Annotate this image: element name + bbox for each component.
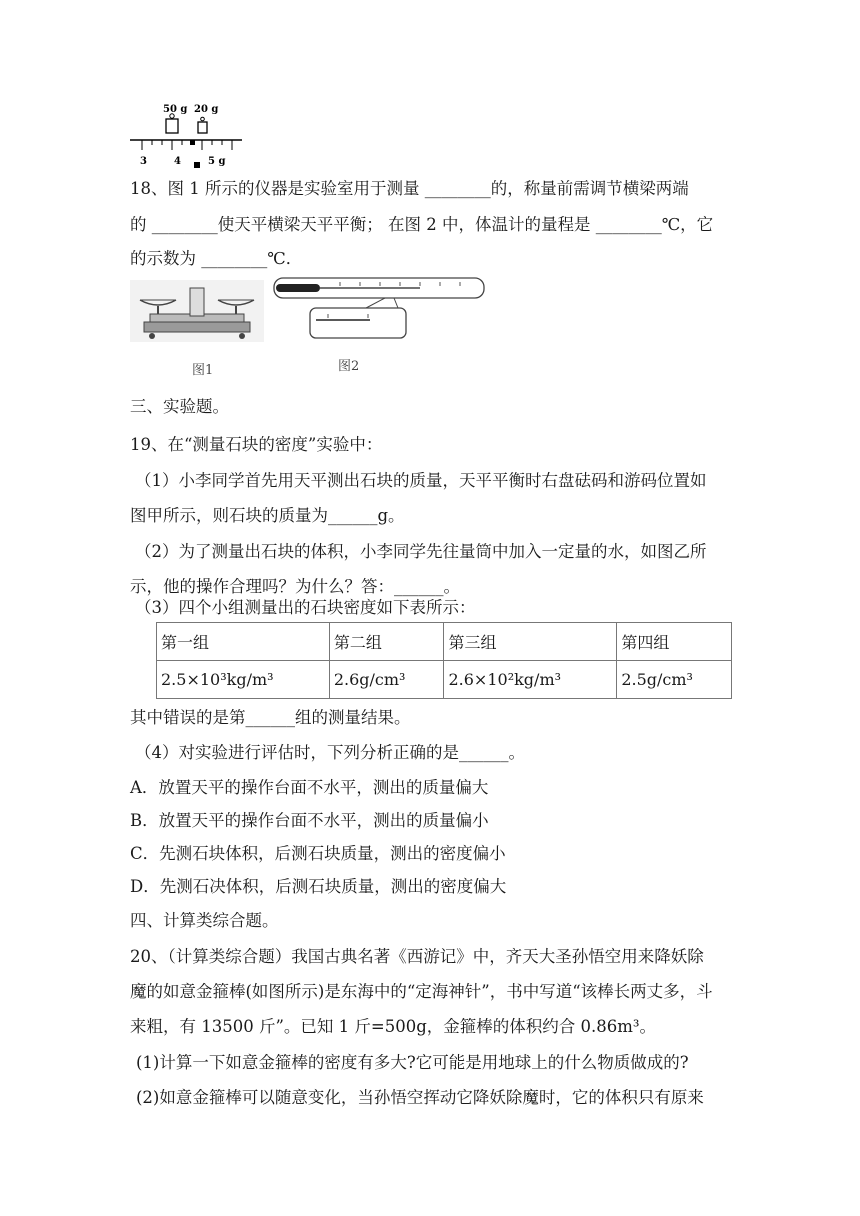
table-header-cell: 第三组 — [444, 623, 617, 661]
table-row — [157, 661, 732, 699]
weight-20g-label: 20 g — [194, 104, 219, 115]
q19-part1-line-2: 图甲所示，则石块的质量为______g。 — [130, 506, 405, 525]
balance-scale-figure — [130, 280, 264, 342]
q18-line-2: 的 ________使天平横梁天平平衡； 在图 2 中，体温计的量程是 ________℃，它 — [130, 215, 714, 234]
table-cell: 2.6g/cm³ — [329, 661, 444, 699]
table-header-row — [157, 623, 732, 661]
q19-title: 19、在“测量石块的密度”实验中： — [130, 435, 383, 454]
q20-line-3: 来粗，有 13500 斤”。已知 1 斤=500g，金箍棒的体积约合 0.86m³。 — [130, 1017, 657, 1036]
q19-after-table: 其中错误的是第______组的测量结果。 — [130, 708, 411, 727]
table-cell: 2.6×10²kg/m³ — [444, 661, 617, 699]
figure-1-caption: 图1 — [192, 363, 214, 378]
q19-part1-line-1: （1）小李同学首先用天平测出石块的质量，天平平衡时右盘砝码和游码位置如 — [135, 471, 707, 490]
thermometer-figure — [270, 276, 488, 346]
option-b: B．放置天平的操作台面不水平，测出的质量偏小 — [130, 811, 489, 830]
table-header-cell: 第四组 — [617, 623, 732, 661]
table-header-cell: 第二组 — [329, 623, 444, 661]
balance-weights-figure — [128, 100, 244, 172]
scale-tick-3: 3 — [140, 156, 147, 167]
q20-sub-2: (2)如意金箍棒可以随意变化，当孙悟空挥动它降妖除魔时，它的体积只有原来 — [136, 1088, 704, 1107]
weight-50g-label: 50 g — [163, 104, 188, 115]
table-header-cell: 第一组 — [157, 623, 330, 661]
q19-part3: （3）四个小组测量出的石块密度如下表所示： — [135, 598, 476, 617]
scale-tick-4: 4 — [174, 156, 181, 167]
q20-sub-1: (1)计算一下如意金箍棒的密度有多大?它可能是用地球上的什么物质做成的? — [136, 1053, 689, 1072]
q19-part2-line-1: （2）为了测量出石块的体积，小李同学先往量筒中加入一定量的水，如图乙所 — [135, 542, 707, 561]
q19-part2-line-2: 示，他的操作合理吗？为什么？答：______。 — [130, 577, 460, 596]
option-c: C．先测石块体积，后测石块质量，测出的密度偏小 — [130, 844, 506, 863]
table-cell: 2.5g/cm³ — [617, 661, 732, 699]
q18-line-3: 的示数为 ________℃． — [130, 249, 303, 268]
weight-20g-block — [198, 122, 207, 133]
q20-line-1: 20、（计算类综合题）我国古典名著《西游记》中，齐天大圣孙悟空用来降妖除 — [130, 947, 704, 966]
option-a: A．放置天平的操作台面不水平，测出的质量偏大 — [130, 778, 489, 797]
rider-marker — [194, 162, 200, 168]
table-cell: 2.5×10³kg/m³ — [157, 661, 330, 699]
option-d: D．先测石决体积，后测石块质量，测出的密度偏大 — [130, 877, 507, 896]
section-4-heading: 四、计算类综合题。 — [130, 911, 279, 930]
density-table — [156, 622, 732, 699]
section-3-heading: 三、实验题。 — [130, 397, 229, 416]
q19-part4: （4）对实验进行评估时，下列分析正确的是______。 — [135, 743, 525, 762]
weight-50g-block — [166, 119, 178, 133]
q20-line-2: 魔的如意金箍棒(如图所示)是东海中的“定海神针”，书中写道“该棒长两丈多，斗 — [130, 982, 713, 1001]
scale-tick-5g: 5 g — [208, 156, 226, 167]
q18-line-1: 18、图 1 所示的仪器是实验室用于测量 ________的，称量前需调节横梁两端 — [130, 179, 689, 198]
figure-2-caption: 图2 — [338, 359, 360, 374]
